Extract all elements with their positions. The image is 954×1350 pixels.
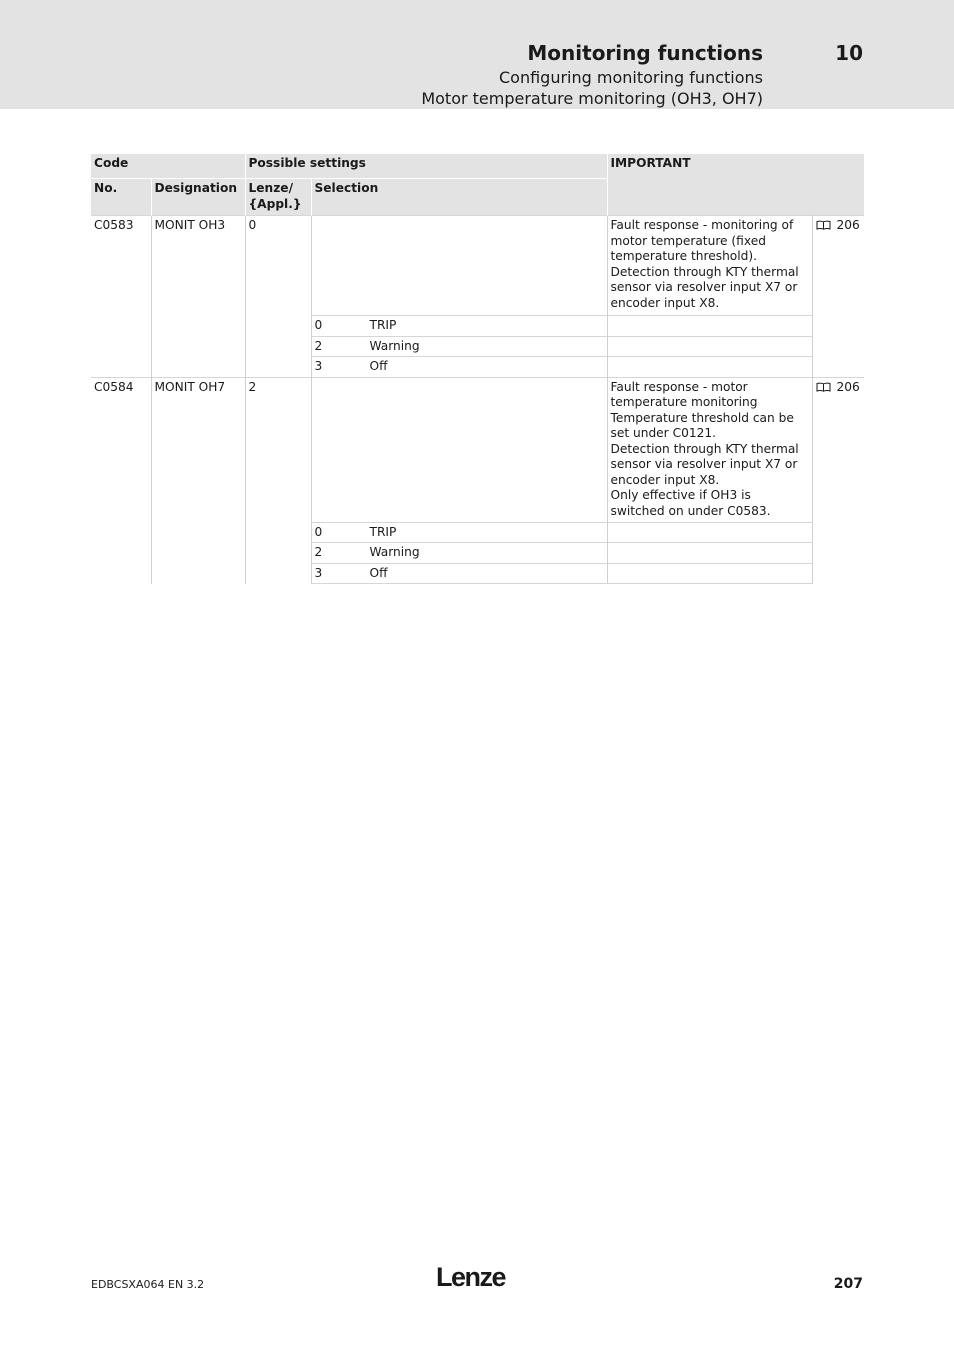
option-note <box>607 563 812 584</box>
option-note <box>607 522 812 543</box>
note-line: Temperature threshold can be set under C0121. <box>610 410 794 440</box>
header-important: IMPORTANT <box>607 154 864 216</box>
page-reference[interactable] <box>812 377 864 584</box>
parameter-table <box>91 154 864 584</box>
header-no: No. <box>91 179 151 216</box>
note-line: Detection through KTY thermal sensor via resolver input X7 or encoder input X8. <box>610 441 799 487</box>
header-lenze-line2: {Appl.} <box>248 196 302 211</box>
option-label: TRIP <box>369 318 397 332</box>
header-code: Code <box>91 154 245 179</box>
important-note <box>607 216 812 316</box>
option-value: 3 <box>314 565 323 580</box>
lenze-default: 2 <box>245 377 311 584</box>
option-label: Warning <box>369 545 420 559</box>
selection-option <box>311 543 607 564</box>
header-possible-settings: Possible settings <box>245 154 607 179</box>
note-line: Fault response - monitoring of motor temperature (fixed temperature threshold). <box>610 218 794 263</box>
subsection-title: Motor temperature monitoring (OH3, OH7) <box>421 89 763 108</box>
option-label: Warning <box>369 338 420 353</box>
chapter-number: 10 <box>835 41 863 65</box>
selection-option <box>311 522 607 543</box>
page-reference[interactable] <box>812 216 864 378</box>
code-number: C0584 <box>91 377 151 584</box>
option-label: Off <box>369 359 388 373</box>
code-designation: MONIT OH7 <box>151 377 245 584</box>
option-value: 0 <box>314 318 323 332</box>
note-line: Fault response - motor temperature monitoring <box>610 379 758 409</box>
selection-option <box>311 357 607 378</box>
code-designation: MONIT OH3 <box>151 216 245 378</box>
table-row <box>91 216 864 316</box>
option-note <box>607 316 812 337</box>
code-number: C0583 <box>91 216 151 378</box>
note-line: Only effective if OH3 is switched on under C0583. <box>610 488 771 518</box>
book-icon <box>816 382 831 392</box>
selection-cell <box>311 377 607 522</box>
header-designation: Designation <box>151 179 245 216</box>
table-header-row-1 <box>91 154 864 179</box>
section-title: Configuring monitoring functions <box>498 68 763 87</box>
option-note <box>607 336 812 357</box>
option-value: 3 <box>314 359 323 373</box>
option-value: 0 <box>314 524 323 539</box>
reference-page[interactable]: 206 <box>836 218 860 232</box>
option-note <box>607 543 812 564</box>
lenze-default: 0 <box>245 216 311 378</box>
book-icon <box>816 220 831 230</box>
reference-page[interactable]: 206 <box>836 379 860 394</box>
option-value: 2 <box>314 545 323 559</box>
table-row <box>91 377 864 522</box>
option-note <box>607 357 812 378</box>
lenze-logo: Lenze <box>436 1262 506 1292</box>
header-selection: Selection <box>311 179 607 216</box>
selection-option <box>311 563 607 584</box>
document-id: EDBCSXA064 EN 3.2 <box>91 1278 205 1291</box>
option-label: Off <box>369 565 388 580</box>
selection-option <box>311 316 607 337</box>
option-label: TRIP <box>369 524 397 539</box>
header-lenze <box>245 179 311 216</box>
chapter-title: Monitoring functions <box>527 41 763 65</box>
header-lenze-line1: Lenze/ <box>248 181 294 195</box>
option-value: 2 <box>314 338 323 353</box>
selection-option <box>311 336 607 357</box>
selection-cell <box>311 216 607 316</box>
note-line: Detection through KTY thermal sensor via resolver input X7 or encoder input X8. <box>610 264 799 310</box>
page-number: 207 <box>833 1276 863 1292</box>
important-note <box>607 377 812 522</box>
